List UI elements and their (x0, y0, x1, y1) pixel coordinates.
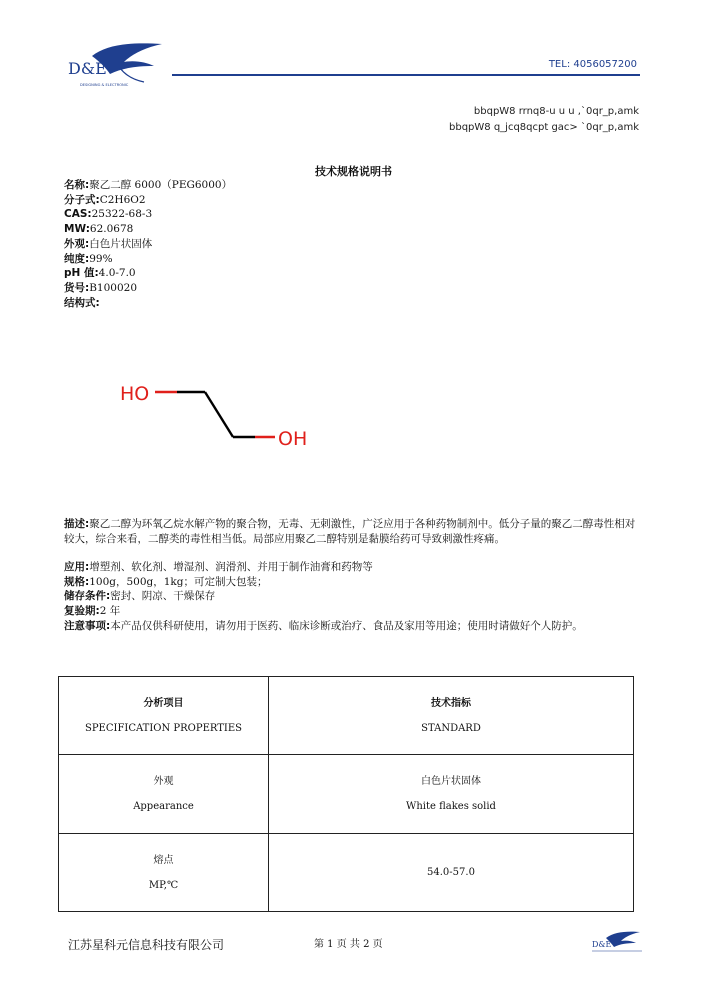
row-mp-en: MP,℃ (148, 879, 179, 891)
spec-line: 规格:100g，500g，1kg；可定制大包装； (64, 576, 268, 588)
table-header-row (59, 677, 634, 755)
structure-ho-label: HO (120, 383, 150, 405)
description-paragraph: 描述:聚乙二醇为环氧乙烷水解产物的聚合物，无毒、无刺激性，广泛应用于各种药物制剂中。低分子量的聚乙二醇毒性相对较大，综合来看，二醇类的毒性相当低。局部应用聚乙二醇特别是黏膜给药可导致刺激性疼痛。 (64, 518, 636, 545)
header-tel: TEL: 4056057200 (548, 59, 637, 70)
header-rule (172, 74, 640, 76)
row-mp-standard: 54.0-57.0 (427, 867, 475, 878)
field-catalog-no: 货号:B100020 (64, 281, 138, 294)
document-title: 技术规格说明书 (315, 165, 392, 178)
table-cell-property (59, 755, 269, 834)
field-name: 名称:聚乙二醇 6000（PEG6000） (64, 179, 233, 191)
logo-text: D&E (68, 59, 107, 78)
row-appearance-standard-cn: 白色片状固体 (421, 776, 481, 787)
row-appearance-standard-en: White flakes solid (406, 801, 496, 812)
row-mp-cn: 熔点 (153, 854, 174, 866)
header-standard-en: STANDARD (421, 722, 481, 734)
header-garbled-line-1: bbqpW8 rrnq8-u u u ,`0qr_p,amk (473, 106, 639, 117)
footer-logo (590, 928, 644, 956)
table-cell-standard (269, 834, 634, 912)
field-appearance: 外观:白色片状固体 (64, 237, 153, 250)
row-appearance-cn: 外观 (153, 776, 174, 787)
header-properties-cn: 分析项目 (143, 697, 184, 709)
spec-table (58, 676, 634, 912)
table-row (59, 755, 634, 834)
storage-line: 储存条件:密封、阴凉、干燥保存 (64, 590, 216, 602)
footer-page-number: 第 1 页 共 2 页 (314, 939, 383, 950)
logo-tagline: DESIGNING & ELECTRONIC (80, 83, 129, 87)
table-header-left (59, 677, 269, 755)
bond-2 (205, 392, 233, 437)
footer-company: 江苏星科元信息科技有限公司 (68, 938, 225, 952)
field-structure: 结构式: (64, 296, 100, 309)
table-header-right (269, 677, 634, 755)
table-cell-property (59, 834, 269, 912)
company-logo (62, 38, 172, 90)
field-purity: 纯度:99% (64, 252, 113, 265)
structure-diagram (115, 370, 325, 460)
notice-paragraph: 注意事项:本产品仅供科研使用，请勿用于医药、临床诊断或治疗、食品及家用等用途；使用时请做好个人防护。 (64, 620, 583, 632)
table-row (59, 834, 634, 912)
field-formula: 分子式:C2H6O2 (64, 193, 146, 206)
row-appearance-en: Appearance (133, 801, 194, 812)
header-standard-cn: 技术指标 (431, 697, 471, 709)
field-mw: MW:62.0678 (64, 223, 134, 236)
retest-line: 复验期:2 年 (64, 605, 121, 617)
structure-oh-label: OH (278, 428, 308, 450)
svg-text:D&E: D&E (592, 940, 612, 949)
header-properties-en: SPECIFICATION PROPERTIES (84, 722, 243, 734)
field-cas: CAS:25322-68-3 (64, 208, 153, 221)
header-garbled-line-2: bbqpW8 q_jcq8qcpt gac> `0qr_p,amk (449, 122, 639, 133)
application-line: 应用:增塑剂、软化剂、增湿剂、润滑剂、并用于制作油膏和药物等 (64, 561, 373, 573)
field-ph: pH 值:4.0-7.0 (64, 267, 136, 280)
table-cell-standard (269, 755, 634, 834)
